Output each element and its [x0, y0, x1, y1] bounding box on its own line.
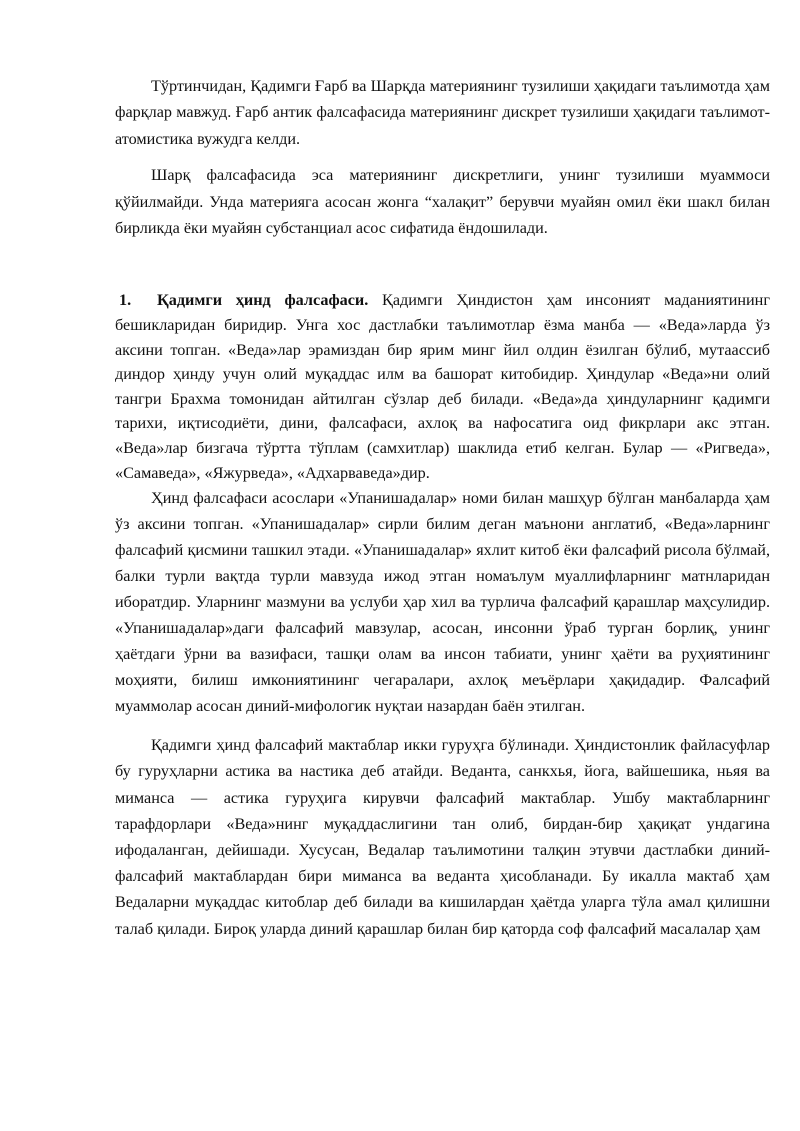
paragraph-matter-structure-west-east: Тўртинчидан, Қадимги Ғарб ва Шарқда материянинг тузилиши ҳақидаги таълимотда ҳам фарқлар мавжуд. Ғарб антик фалсафасида материянинг дискрет тузилиши ҳақидаги таълимот-атомистика вужудга келди. [115, 77, 770, 148]
paragraph-spacer [115, 152, 770, 162]
section-heading: Қадимги ҳинд фалсафаси. [157, 291, 369, 310]
document-page [115, 73, 770, 942]
section-ancient-indian-philosophy [115, 288, 770, 485]
paragraph-eastern-philosophy: Шарқ фалсафасида эса материянинг дискретлиги, унинг тузилиши муаммоси қўйилмайди. Унда материяга асосан жонга “халақит” берувчи муайян омил ёки шакл билан бирликда ёки муайян субстанциал асос сифатида ёндошилади. [115, 166, 770, 238]
section-number: 1. [119, 291, 132, 310]
section-spacer [115, 241, 770, 288]
paragraph-philosophical-schools: Қадимги ҳинд фалсафий мактаблар икки гуруҳга бўлинади. Ҳиндистонлик файласуфлар бу гуруҳларни астика ва настика деб атайди. Веданта, санкхья, йога, вайшешика, ньяя ва миманса — астика гуруҳига кирувчи фалсафий мактаблар. Ушбу мактабларнинг тарафдорлари «Веда»нинг муқаддаслигини тан олиб, бирдан-бир ҳақиқат ундагина ифодаланган, дейишади. Хусусан, Ведалар таълимотини талқин этувчи дастлабки диний-фалсафий мактаблардан бири миманса ва веданта ҳисобланади. Бу икалла мактаб ҳам Ведаларни муқаддас китоблар деб билади ва кишилардан ҳаётда уларга тўла амал қилишни талаб қилади. Бироқ уларда диний қарашлар билан бир қаторда соф фалсафий масалалар ҳам [115, 736, 770, 938]
section-body: Қадимги Ҳиндистон ҳам инсоният маданиятининг бешикларидан биридир. Унга хос дастлабки таълимотлар ёзма манба — «Веда»ларда ўз аксини топган. «Веда»лар эрамиздан бир ярим минг йил олдин ёзилган бўлиб, мутаассиб диндор ҳинду учун олий муқаддас илм ва башорат китобидир. Ҳиндулар «Веда»ни олий тангри Брахма томонидан айтилган сўзлар деб билади. «Веда»да ҳиндуларнинг қадимги тарихи, иқтисодиёти, дини, фалсафаси, ахлоқ ва нафосатига оид фикрлари акс этган. «Веда»лар бизгача тўртта тўплам (самхитлар) шаклида етиб келган. Булар — «Ригведа», «Самаведа», «Яжурведа», «Адхарваведа»дир. [115, 291, 770, 482]
paragraph-upanishads: Ҳинд фалсафаси асослари «Упанишадалар» номи билан машҳур бўлган манбаларда ҳам ўз аксини топган. «Упанишадалар» сирли билим деган маънони англатиб, «Веда»ларнинг фалсафий қисмини ташкил этади. «Упанишадалар» яхлит китоб ёки фалсафий рисола бўлмай, балки турли вақтда турли мавзуда ижод этган номаълум муаллифларнинг матнларидан иборатдир. Уларнинг мазмуни ва услуби ҳар хил ва турлича фалсафий қарашлар маҳсулидир. «Упанишадалар»даги фалсафий мавзулар, асосан, инсонни ўраб турган борлиқ, унинг ҳаётдаги ўрни ва вазифаси, ташқи олам ва инсон табиати, унинг ҳаёти ва руҳиятининг моҳияти, билиш имкониятининг чегаралари, ахлоқ меъёрлари ҳақидадир. Фалсафий муаммолар асосан диний-мифологик нуқтаи назардан баён этилган. [115, 489, 770, 716]
paragraph-spacer [115, 719, 770, 732]
